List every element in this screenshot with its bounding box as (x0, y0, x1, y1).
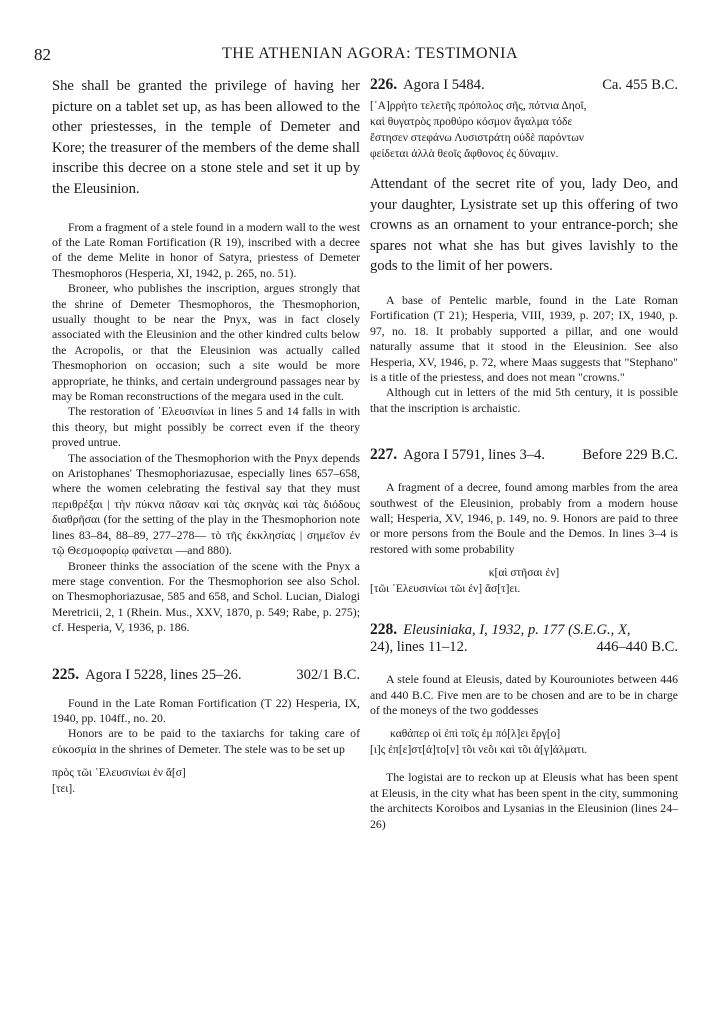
greek-line: ἔστησεν στεφάνω Λυσιστράτη οὐδὲ παρόντων (370, 132, 584, 144)
entry-number: 225. (52, 665, 80, 683)
page-number: 82 (34, 45, 51, 64)
entry-number: 226. (370, 76, 398, 93)
commentary-paragraph: Broneer, who publishes the inscription, argues strongly that the shrine of Demeter Thesmophoros, the Thesmophorion, usually thought to be near the Pnyx, was in fact closely associated with the Eleusinion and the other kindred cults below the Acropolis, or that the Eleusinion was actually called Thesmophorion on occasion; such a site would be more appropriate, he thinks, and certain underground passages near by may be Roman reconstructions of the megara used in the cult. (52, 281, 360, 404)
entry-date: Before 229 B.C. (582, 447, 678, 464)
entry-text: The logistai are to reckon up at Eleusis what has been spent at Eleusis, in the city what has been spent in the city, summoning the architects Koroibos and Lysanias in the Eleusinion (lines 24–26) (370, 770, 678, 831)
entry-225-heading (52, 666, 360, 684)
entry-reference: Agora I 5484. (403, 77, 485, 93)
entry-date: 446–440 B.C. (596, 639, 678, 656)
entry-226-heading (370, 76, 678, 94)
greek-line: πρὸς τῶι ᾿Ελευσινίωι ἐν ἄ[σ] (52, 767, 186, 780)
left-column (52, 76, 360, 797)
entry-228-heading (370, 621, 678, 639)
entry-reference-line: Eleusiniaka, I, 1932, p. 177 (S.E.G., X, (403, 622, 631, 639)
greek-line: [τῶι ᾿Ελευσινίωι τῶι ἐν] ἄσ[τ]ει. (370, 583, 521, 596)
greek-line: καθάπερ οἱ ἐπὶ τοῖς ἐμ πό[λ]ει ἔργ[ο] (390, 728, 561, 741)
greek-line: [ι]ς ἐπ[ε]στ[ά]το[ν] τõι νεõι καὶ τõι ἀ[γ]άλματι. (370, 744, 588, 757)
entry-reference: Agora I 5791, lines 3–4. (403, 447, 545, 464)
entry-number: 227. (370, 446, 398, 464)
running-head: THE ATHENIAN AGORA: TESTIMONIA (222, 45, 519, 62)
commentary-paragraph: The restoration of ᾿Ελευσινίωι in lines 5 and 14 falls in with this theory, but might possibly be correct even if the theory proved untrue. (52, 404, 360, 450)
commentary-paragraph: Although cut in letters of the mid 5th century, it is possible that the inscription is archaistic. (370, 385, 678, 415)
entry-reference: 24), lines 11–12. (370, 639, 468, 656)
greek-line: κ[αὶ στῆσαι ἐν] (488, 567, 560, 580)
commentary-paragraph: Broneer thinks the association of the scene with the Pnyx a mere stage convention. For the Thesmophorion see also Schol. on Thesmophoriazusae, 585 and 658, and Schol. Lucian, Dialogi Meretricii, 2, 1 (Rhein. Mus., XXV, 1870, p. 549; Rabe, p. 275); cf. Hesperia, V, 1936, p. 186. (52, 558, 360, 635)
entry-text: A fragment of a decree, found among marbles from the area southwest of the Eleusinion, probably from a modern house wall; Hesperia, XV, 1946, p. 149, no. 9. Honors are paid to three or more persons from the Boule and the Demos. In lines 3–4 is restored with some probability (370, 480, 678, 556)
commentary-paragraph: A base of Pentelic marble, found in the Late Roman Fortification (T 21); Hesperia, VIII, 1939, p. 207; IX, 1940, p. 97, no. 18. It probably supported a pillar, and one would naturally assume that it stood in the Eleusinion. See also Hesperia, XV, 1946, p. 72, where Maas suggests that "Stephano" is a title of the priestess, and does not mean "crowns." (370, 292, 678, 384)
entry-text: A stele found at Eleusis, dated by Kourouniotes between 446 and 440 B.C. Five men are to be chosen and are to be in charge of the moneys of the two goddesses (370, 672, 678, 718)
entry-reference (403, 622, 678, 639)
entry-text: Found in the Late Roman Fortification (T 22) Hesperia, IX, 1940, pp. 104ff., no. 20. (52, 695, 360, 725)
intro-translation: She shall be granted the privilege of having her picture on a tablet set up, as has been allowed to the other priestesses, in the temple of Demeter and Kore; the treasurer of the members of the deme shall inscribe this decree on a stone stele and set it up by the Eleusinion. (52, 78, 360, 197)
entry-text: Honors are to be paid to the taxiarchs for taking care of εὐκοσμία in the shrines of Demeter. The stele was to be set up (52, 726, 360, 756)
entry-228-heading-line2 (370, 639, 678, 656)
entry-reference: Agora I 5228, lines 25–26. (85, 666, 242, 683)
commentary-paragraph: The association of the Thesmophorion with the Pnyx depends on Aristophanes' Thesmophoriazusae, especially lines 657–658, where the women celebrating the festival say that they must περιθρέξαι | τὴν πύκνα πᾶσαν καὶ τὰς σκηνὰς καὶ τὰς διόδους διαθρῆσαι (for the setting of the play in the Thesmophorion note lines 83–84, 88–89, 277–278— τὸ τῆς ἐκκλησίας | σημεῖον ἐν τῷ Θεσμοφορίῳ φαίνεται —and 880). (52, 450, 360, 558)
greek-line: φείδεται ἀλλὰ θεοῖς ἄφθονος ἐς δύναμιν. (370, 148, 559, 160)
commentary-paragraph: From a fragment of a stele found in a modern wall to the west of the Late Roman Fortification (R 19), inscribed with a decree of the deme Melite in honor of Satyra, priestess of Demeter Thesmophoros (Hesperia, XI, 1942, p. 265, no. 51). (52, 219, 360, 280)
greek-line: καὶ θυγατρὸς προθύρο κόσμον ἄγαλμα τόδε (370, 116, 573, 128)
entry-227-heading (370, 446, 678, 464)
entry-translation: Attendant of the secret rite of you, lady Deo, and your daughter, Lysistrate set up this offering of two crowns as an ornament to your entrance-porch; she spares not what she has but gives lavishly to the gods to the limit of her powers. (370, 176, 678, 275)
greek-line: [τει]. (52, 783, 76, 796)
entry-date: 302/1 B.C. (296, 666, 360, 683)
entry-number: 228. (370, 621, 398, 639)
right-column (370, 76, 678, 832)
entry-date: Ca. 455 B.C. (602, 77, 678, 93)
greek-line: [᾿Α]ρρήτο τελετῆς πρόπολος σῆς, πότνια Δηοῖ, (370, 100, 587, 112)
